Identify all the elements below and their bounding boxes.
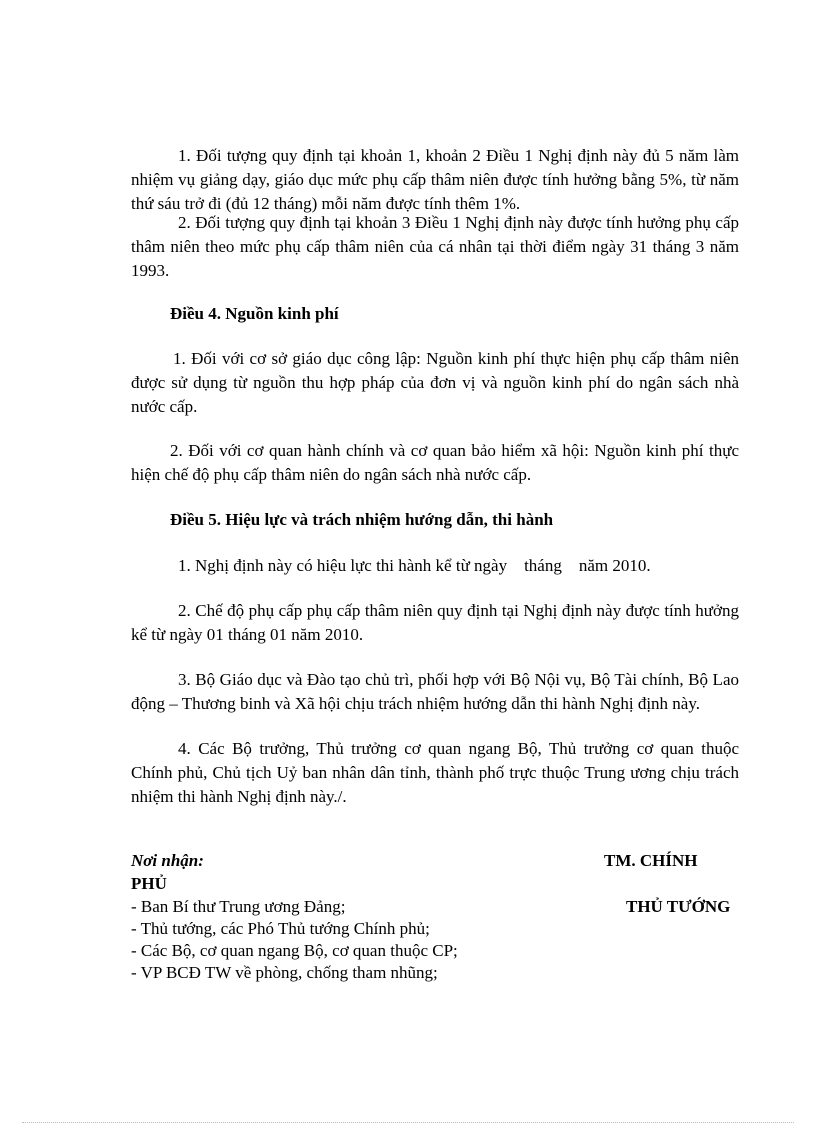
article5-paragraph-1: 1. Nghị định này có hiệu lực thi hành kể từ ngày tháng năm 2010. <box>178 556 651 575</box>
article5-paragraph-4: 4. Các Bộ trưởng, Thủ trưởng cơ quan ngang Bộ, Thủ trưởng cơ quan thuộc Chính phủ, Chủ tịch Uỷ ban nhân dân tỉnh, thành phố trực thuộc Trung ương chịu trách nhiệm thi hành Nghị định này./. <box>131 739 739 806</box>
signature-title-line2: THỦ TƯỚNG <box>626 897 731 916</box>
recipients-label: Nơi nhận: <box>131 851 204 870</box>
recipient-item: - Các Bộ, cơ quan ngang Bộ, cơ quan thuộc CP; <box>131 941 458 960</box>
article5-heading: Điều 5. Hiệu lực và trách nhiệm hướng dẫn, thi hành <box>170 510 554 529</box>
recipient-item: - Thủ tướng, các Phó Thủ tướng Chính phủ; <box>131 919 430 938</box>
signature-title-line1: TM. CHÍNH <box>604 851 698 870</box>
article3-paragraph-1: 1. Đối tượng quy định tại khoản 1, khoản 2 Điều 1 Nghị định này đủ 5 năm làm nhiệm vụ giảng dạy, giáo dục mức phụ cấp thâm niên được tính hưởng bằng 5%, từ năm thứ sáu trở đi (đủ 12 tháng) mỗi năm được tính thêm 1%. <box>131 146 739 213</box>
recipient-item: - VP BCĐ TW về phòng, chống tham nhũng; <box>131 963 438 982</box>
article5-paragraph-3: 3. Bộ Giáo dục và Đào tạo chủ trì, phối hợp với Bộ Nội vụ, Bộ Tài chính, Bộ Lao động – Thương binh và Xã hội chịu trách nhiệm hướng dẫn thi hành Nghị định này. <box>131 670 739 713</box>
signature-title-line1-continued: PHỦ <box>131 874 167 893</box>
article5-paragraph-2: 2. Chế độ phụ cấp phụ cấp thâm niên quy định tại Nghị định này được tính hưởng kể từ ngày 01 tháng 01 năm 2010. <box>131 601 739 644</box>
recipient-item: - Ban Bí thư Trung ương Đảng; <box>131 897 346 916</box>
article3-paragraph-2: 2. Đối tượng quy định tại khoản 3 Điều 1 Nghị định này được tính hưởng phụ cấp thâm niên theo mức phụ cấp thâm niên của cá nhân tại thời điểm ngày 31 tháng 3 năm 1993. <box>131 213 739 280</box>
article4-paragraph-2: 2. Đối với cơ quan hành chính và cơ quan bảo hiểm xã hội: Nguồn kinh phí thực hiện chế độ phụ cấp thâm niên do ngân sách nhà nước cấp. <box>131 441 739 484</box>
article4-paragraph-1: 1. Đối với cơ sở giáo dục công lập: Nguồn kinh phí thực hiện phụ cấp thâm niên được sử dụng từ nguồn thu hợp pháp của đơn vị và nguồn kinh phí do ngân sách nhà nước cấp. <box>131 349 739 416</box>
article4-heading: Điều 4. Nguồn kinh phí <box>170 304 339 323</box>
